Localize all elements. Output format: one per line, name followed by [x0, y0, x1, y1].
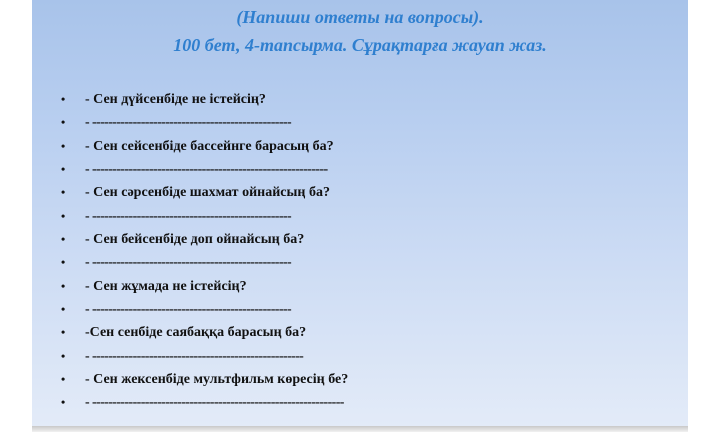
slide — [32, 0, 688, 426]
bullet-icon: • — [61, 302, 66, 317]
question-text: - Сен бейсенбіде доп ойнайсың ба? — [85, 232, 305, 248]
bullet-icon: • — [61, 185, 66, 200]
answer-placeholder: - ---------------------------------------------------------- — [85, 162, 328, 178]
bullet-icon: • — [61, 92, 66, 106]
bullet-icon: • — [61, 278, 66, 293]
bullet-icon: • — [61, 325, 66, 340]
title-line-2: 100 бет, 4-тапсырма. Сұрақтарға жауап жаз. — [173, 35, 547, 55]
title-line-1: (Напиши ответы на вопросы). — [236, 7, 484, 27]
question-text: -Сен сенбіде саябаққа барасың ба? — [85, 325, 307, 341]
question-text: - Сен жұмада не істейсің? — [85, 278, 247, 294]
question-text: - Сен сейсенбіде бассейнге барасың ба? — [85, 138, 334, 154]
slide-bottom-edge — [32, 426, 688, 432]
answer-placeholder: - ------------------------------------------------- — [85, 302, 292, 318]
bullet-icon: • — [61, 255, 66, 270]
bullet-icon: • — [61, 348, 66, 363]
answer-placeholder: - -------------------------------------------------------------- — [85, 395, 344, 411]
bullet-icon: • — [61, 208, 66, 223]
question-text: - Сен жексенбіде мультфильм көресің бе? — [85, 372, 349, 388]
bullet-icon: • — [61, 162, 66, 177]
answer-placeholder: - ------------------------------------------------- — [85, 208, 292, 224]
question-text: - Сен дүйсенбіде не істейсің? — [85, 92, 266, 107]
question-text: - Сен сәрсенбіде шахмат ойнайсың ба? — [85, 185, 330, 201]
bullet-icon: • — [61, 372, 66, 387]
bullet-icon: • — [61, 138, 66, 153]
bullet-icon: • — [61, 395, 66, 410]
bullet-icon: • — [61, 115, 66, 130]
bullet-icon: • — [61, 232, 66, 247]
answer-placeholder: - ------------------------------------------------- — [85, 255, 292, 271]
answer-placeholder: - ---------------------------------------------------- — [85, 348, 304, 364]
answer-placeholder: - ------------------------------------------------- — [85, 115, 292, 131]
